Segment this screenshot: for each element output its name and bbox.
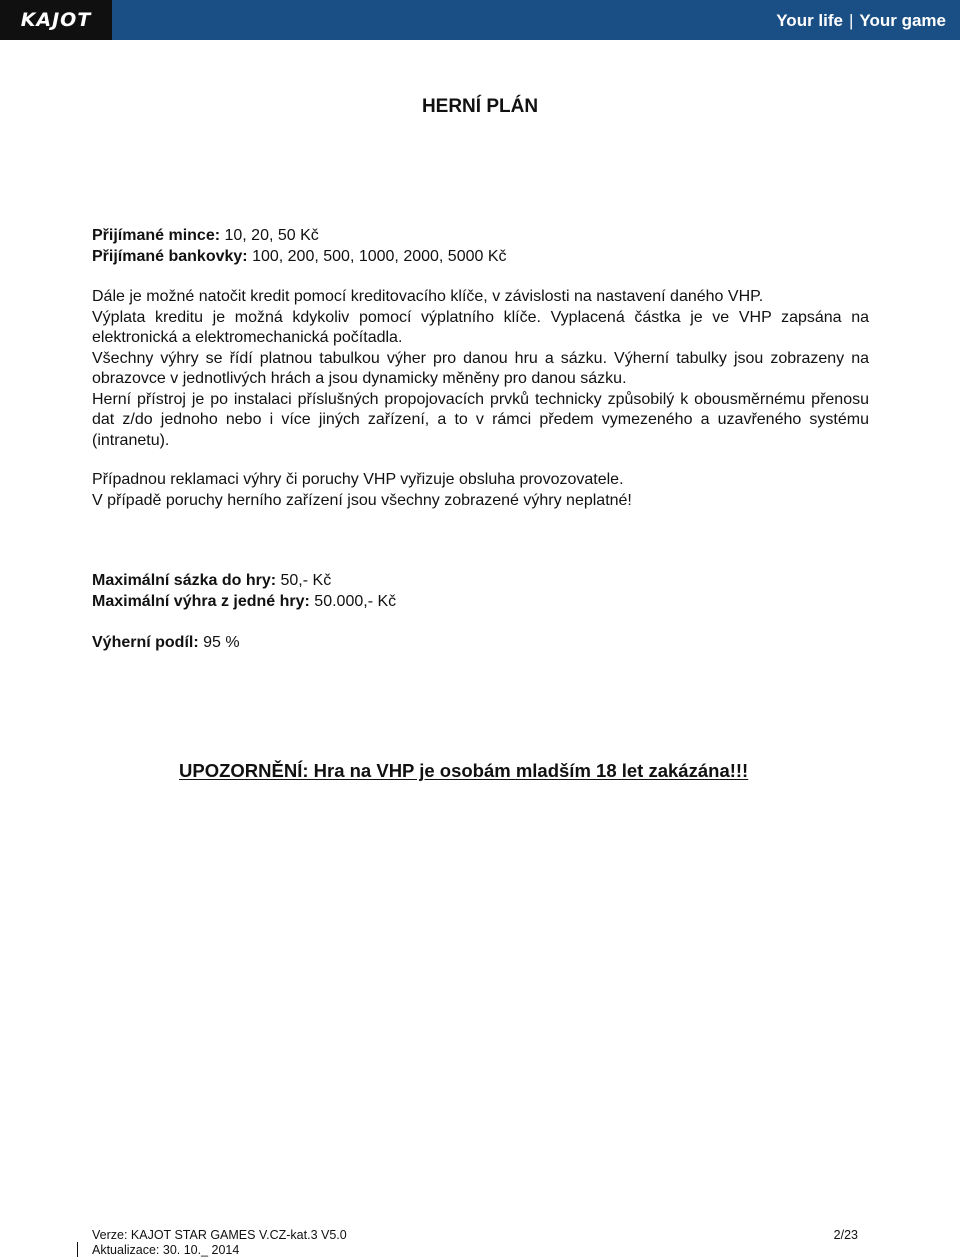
slogan [776,0,946,40]
footer-updated: Aktualizace: 30. 10._ 2014 [92,1243,240,1257]
footer-page-number: 2/23 [833,1228,858,1242]
max-bet-value: 50,- Kč [276,572,332,589]
payout-line [92,633,869,654]
accepted-money [92,226,869,267]
paragraph-line: Dále je možné natočit kredit pomocí kreditovacího klíče, v závislosti na nastavení daného VHP. [92,288,764,305]
limits [92,571,869,612]
coins-value: 10, 20, 50 Kč [220,227,319,244]
header-bar [0,0,960,40]
payout [92,633,869,654]
claims-line: V případě poruchy herního zařízení jsou všechny zobrazené výhry neplatné! [92,491,632,509]
bills-label: Přijímané bankovky: [92,247,248,265]
max-win-label: Maximální výhra z jedné hry: [92,592,310,610]
max-win-value: 50.000,- Kč [309,592,397,610]
paragraph-line: Herní přístroj je po instalaci příslušných propojovacích prvků technicky způsobilý k obousměrnému přenosu dat z/do jednoho nebo i více jiných zařízení, a to v rámci předem vymezeného a uzavřeného systému (intranetu). [92,390,869,449]
claims-paragraph [92,470,869,511]
footer-marker [77,1242,78,1257]
max-bet-line [92,571,869,592]
coins-line [92,226,869,247]
bills-line [92,247,869,268]
payout-value: 95 % [198,634,240,651]
logo-text: KAJOT [20,9,92,31]
rules-paragraph [92,287,869,451]
page-title: HERNÍ PLÁN [421,96,539,117]
slogan-separator: | [848,11,854,30]
max-bet-label: Maximální sázka do hry: [92,572,277,589]
slogan-right: Your game [859,11,946,30]
slogan-left: Your life [776,11,843,30]
max-win-line [92,592,869,613]
claims-line: Případnou reklamaci výhry či poruchy VHP vyřizuje obsluha provozovatele. [92,471,624,488]
coins-label: Přijímané mince: [92,227,221,244]
age-warning: UPOZORNĚNÍ: Hra na VHP je osobám mladším 18 let zakázána!!! [179,760,749,781]
paragraph-line: Všechny výhry se řídí platnou tabulkou výher pro danou hru a sázku. Výherní tabulky jsou zobrazeny na obrazovce v jednotlivých hrách a jsou dynamicky měněny pro danou sázku. [92,349,869,387]
bills-value: 100, 200, 500, 1000, 2000, 5000 Kč [247,247,507,265]
payout-label: Výherní podíl: [92,634,199,651]
paragraph-line: Výplata kreditu je možná kdykoliv pomocí výplatního klíče. Vyplacená částka je ve VHP zapsána na elektronická a elektromechanická počítadla. [92,308,869,346]
kajot-logo [0,0,112,40]
footer-version: Verze: KAJOT STAR GAMES V.CZ-kat.3 V5.0 [92,1228,347,1242]
